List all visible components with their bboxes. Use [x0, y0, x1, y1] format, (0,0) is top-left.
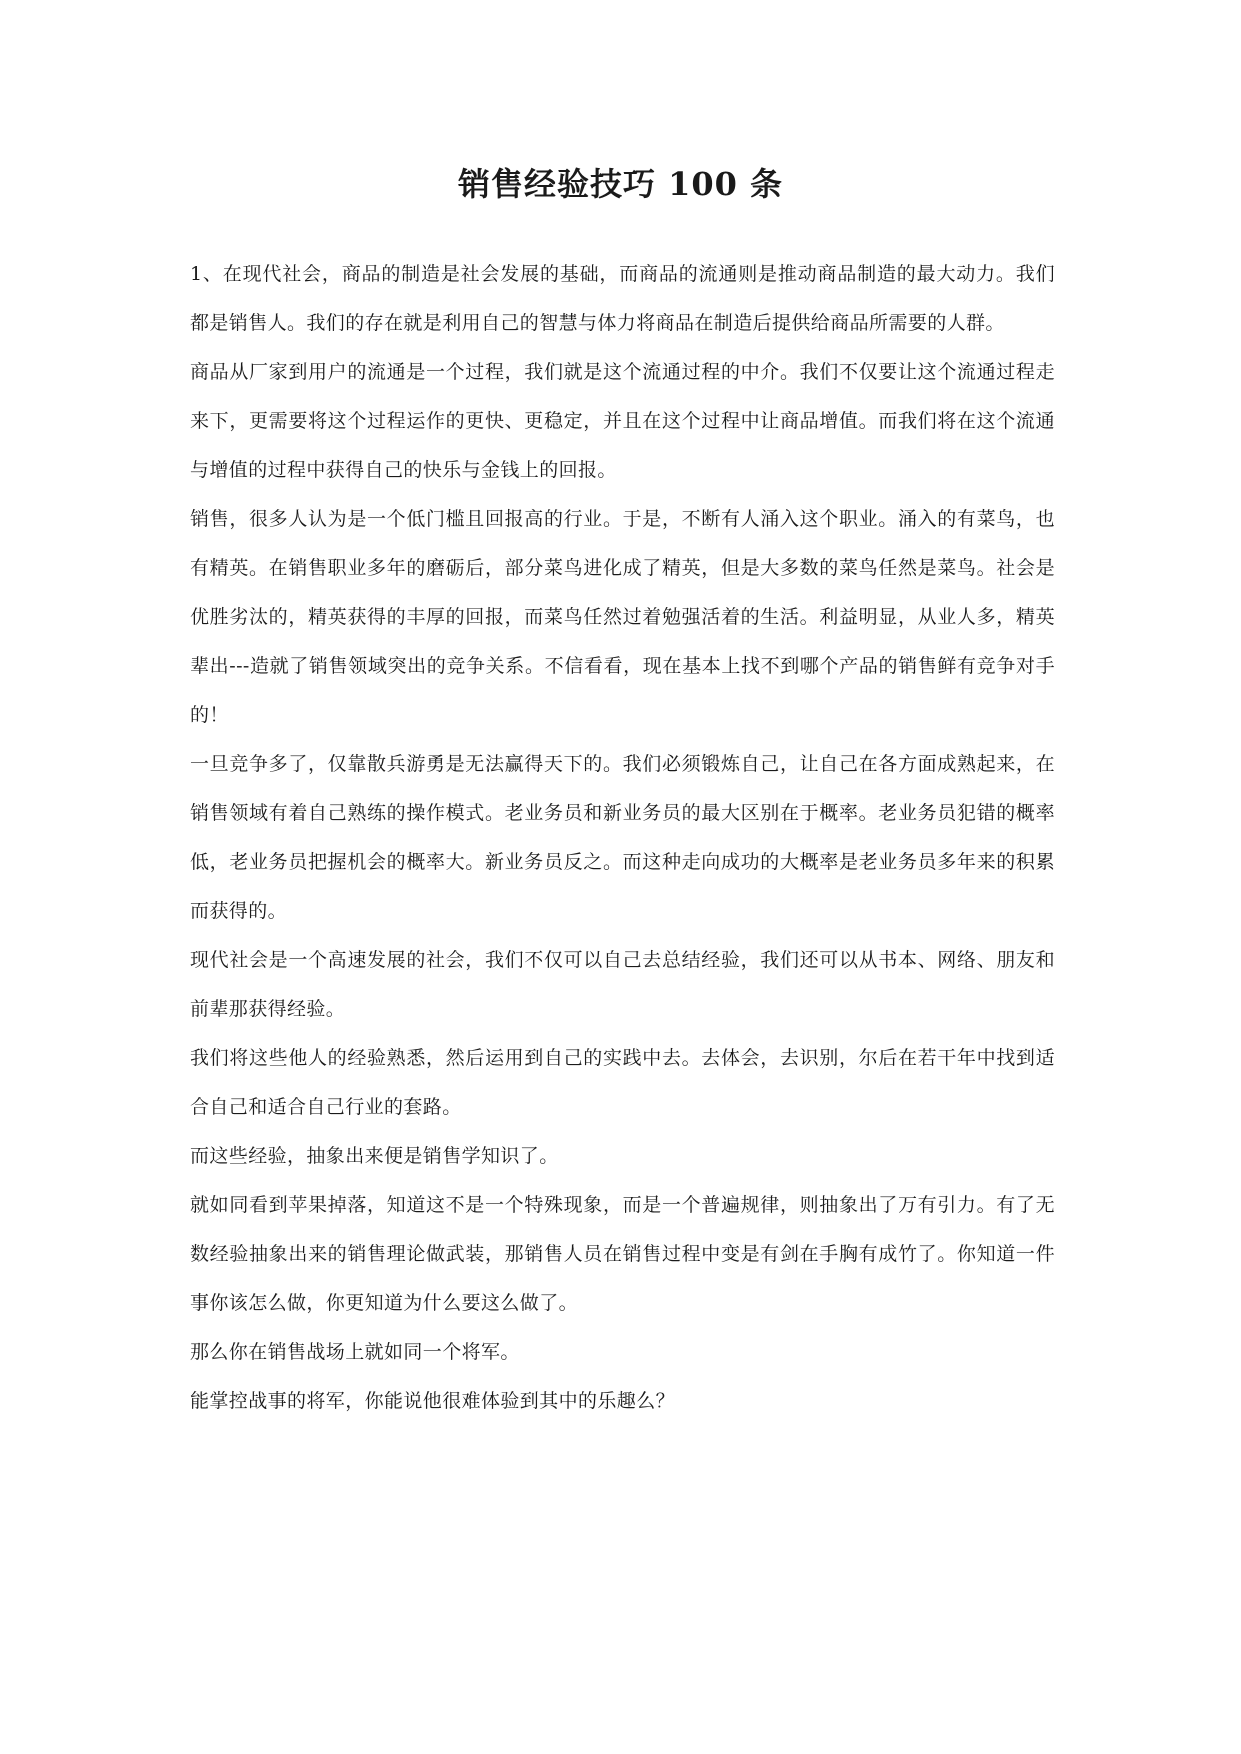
paragraph: 商品从厂家到用户的流通是一个过程，我们就是这个流通过程的中介。我们不仅要让这个流通过程走来下，更需要将这个过程运作的更快、更稳定，并且在这个过程中让商品增值。而我们将在这个流通与增值的过程中获得自己的快乐与金钱上的回报。 — [190, 361, 1055, 481]
paragraph: 我们将这些他人的经验熟悉，然后运用到自己的实践中去。去体会，去识别，尔后在若干年中找到适合自己和适合自己行业的套路。 — [190, 1047, 1055, 1118]
paragraph: 现代社会是一个高速发展的社会，我们不仅可以自己去总结经验，我们还可以从书本、网络、朋友和前辈那获得经验。 — [190, 949, 1055, 1020]
paragraph: 那么你在销售战场上就如同一个将军。 — [190, 1341, 520, 1363]
paragraph: 就如同看到苹果掉落，知道这不是一个特殊现象，而是一个普遍规律，则抽象出了万有引力。有了无数经验抽象出来的销售理论做武装，那销售人员在销售过程中变是有剑在手胸有成竹了。你知道一件事你该怎么做，你更知道为什么要这么做了。 — [190, 1194, 1055, 1314]
document-body — [190, 250, 1055, 1426]
paragraph: 1、在现代社会，商品的制造是社会发展的基础，而商品的流通则是推动商品制造的最大动力。我们都是销售人。我们的存在就是利用自己的智慧与体力将商品在制造后提供给商品所需要的人群。 — [190, 263, 1055, 334]
paragraph: 而这些经验，抽象出来便是销售学知识了。 — [190, 1145, 559, 1167]
paragraph: 能掌控战事的将军，你能说他很难体验到其中的乐趣么？ — [190, 1390, 676, 1412]
paragraph: 销售，很多人认为是一个低门槛且回报高的行业。于是，不断有人涌入这个职业。涌入的有菜鸟，也有精英。在销售职业多年的磨砺后，部分菜鸟进化成了精英，但是大多数的菜鸟任然是菜鸟。社会是优胜劣汰的，精英获得的丰厚的回报，而菜鸟任然过着勉强活着的生活。利益明显，从业人多，精英辈出---造就了销售领域突出的竞争关系。不信看看，现在基本上找不到哪个产品的销售鲜有竞争对手的！ — [190, 508, 1055, 726]
paragraph: 一旦竞争多了，仅靠散兵游勇是无法赢得天下的。我们必须锻炼自己，让自己在各方面成熟起来，在销售领域有着自己熟练的操作模式。老业务员和新业务员的最大区别在于概率。老业务员犯错的概率低，老业务员把握机会的概率大。新业务员反之。而这种走向成功的大概率是老业务员多年来的积累而获得的。 — [190, 753, 1055, 922]
document-title: 销售经验技巧 100 条 — [457, 165, 784, 203]
